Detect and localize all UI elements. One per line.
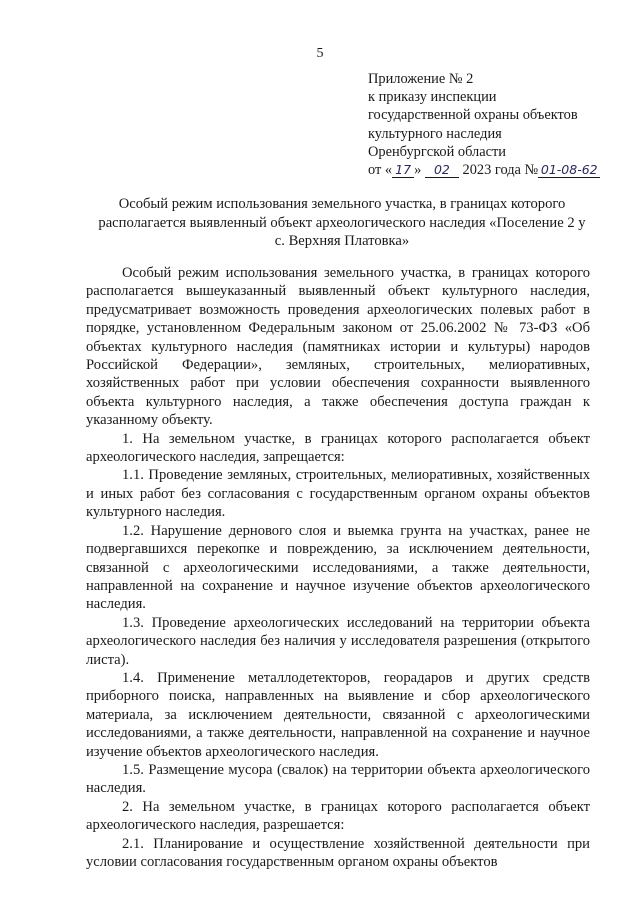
appendix-line: государственной охраны объектов xyxy=(368,107,578,124)
paragraph: 1.5. Размещение мусора (свалок) на территории объекта археологического наследия. xyxy=(86,761,590,797)
appendix-header xyxy=(368,70,630,179)
handwritten-day: 17 xyxy=(392,162,414,178)
paragraph: 2.1. Планирование и осуществление хозяйственной деятельности при условии согласования государственным органом охраны объектов xyxy=(86,835,590,870)
appendix-line: Приложение № 2 xyxy=(368,71,474,87)
paragraph: 1.4. Применение металлодетекторов, георадаров и других средств приборного поиска, направленных на выявление и сбор археологического материала, за исключением деятельности, связанной с археологическими исследованиями, а также деятельности, направленной на сохранение и научное изучение объектов археологического наследия. xyxy=(86,669,590,760)
handwritten-month: 02 xyxy=(425,162,459,178)
appendix-line: к приказу инспекции xyxy=(368,89,497,106)
document-body xyxy=(86,264,590,871)
handwritten-order-number: 01-08-62 xyxy=(538,162,600,178)
appendix-line: культурного наследия xyxy=(368,125,502,142)
paragraph: 1.2. Нарушение дернового слоя и выемка грунта на участках, ранее не подвергавшихся перекопке и повреждению, за исключением деятельности, связанной с археологическими исследованиями, а также деятельности, направленной на сохранение и научное изучение объектов археологического наследия. xyxy=(86,522,590,613)
year-text: 2023 года № xyxy=(462,162,539,179)
paragraph: 1.1. Проведение земляных, строительных, мелиоративных, хозяйственных и иных работ без согласования с государственным органом охраны объектов культурного наследия. xyxy=(86,467,590,521)
paragraph: 2. На земельном участке, в границах которого располагается объект археологического наследия, разрешается: xyxy=(86,798,590,834)
paragraph: Особый режим использования земельного участка, в границах которого располагается вышеуказанный выявленный объект культурного наследия, предусматривает возможность проведения археологических полевых работ в порядке, установленном Федеральным законом от 25.06.2002 № 73-ФЗ «Об объектах культурного наследия (памятниках истории и культуры) народов Российской Федерации», земляных, строительных, мелиоративных, хозяйственных работ при условии обеспечения сохранности выявленного объекта культурного наследия, а также обеспечения доступа граждан к указанному объекту. xyxy=(86,265,590,429)
paragraph: 1.3. Проведение археологических исследований на территории объекта археологического наследия без наличия у исследователя разрешения (открытого листа). xyxy=(86,614,590,668)
appendix-line: Оренбургской области xyxy=(368,143,506,160)
date-close-quote: » xyxy=(414,162,422,179)
document-title: Особый режим использования земельного участка, в границах которого располагается выявленный объект археологического наследия «Поселение 2 у с. Верхняя Платовка» xyxy=(98,196,586,249)
order-date-line xyxy=(368,161,630,179)
date-prefix: от « xyxy=(368,162,393,179)
paragraph: 1. На земельном участке, в границах которого располагается объект археологического наследия, запрещается: xyxy=(86,430,590,466)
page-number: 5 xyxy=(316,46,324,61)
